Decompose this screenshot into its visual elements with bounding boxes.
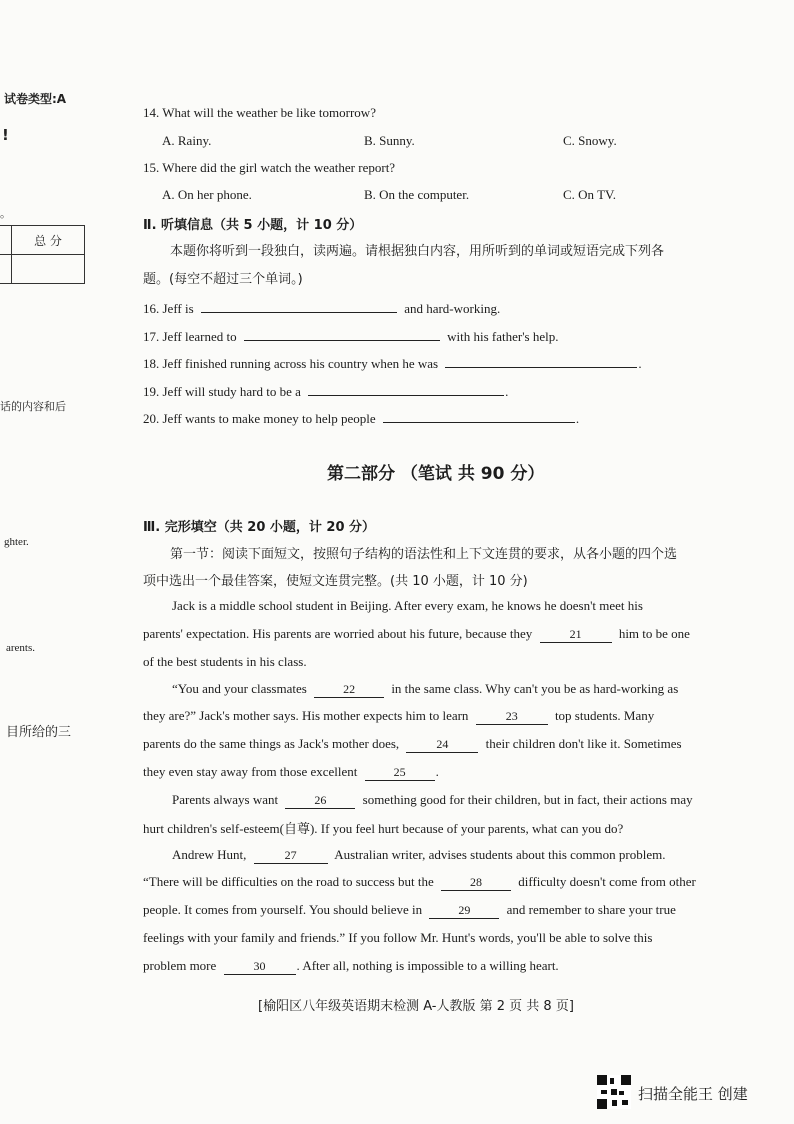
cloze-blank-29[interactable]: 29 [429, 903, 499, 919]
cloze-instruction: 第一节：阅读下面短文，按照句子结构的语法性和上下文连贯的要求，从各小题的四个选 [170, 547, 678, 562]
q19-text-end: . [505, 384, 509, 399]
scanner-watermark: 扫描全能王 创建 [638, 1085, 748, 1103]
question-16 [143, 297, 500, 317]
passage-text: Australian writer, advises students about this common problem. [334, 847, 666, 862]
cloze-blank-27[interactable]: 27 [254, 848, 328, 864]
passage-line [172, 792, 693, 809]
margin-fragment: arents. [6, 642, 36, 654]
cloze-blank-23[interactable]: 23 [476, 709, 548, 725]
q18-text-end: . [638, 356, 642, 371]
passage-text: in the same class. Why can't you be as hard-working as [391, 681, 679, 696]
passage-line: Jack is a middle school student in Beijing. After every exam, he knows he doesn't meet his [172, 598, 643, 613]
q14-option-c: C. Snowy. [563, 133, 617, 148]
q19-text: 19. Jeff will study hard to be a [143, 384, 301, 399]
passage-text: and remember to share your true [506, 902, 676, 917]
passage-line [172, 847, 665, 864]
listening-info-instruction: 本题你将听到一段独白，读两遍。请根据独白内容，用所听到的单词或短语完成下列各 [170, 244, 665, 259]
passage-line [143, 902, 676, 919]
q18-text: 18. Jeff finished running across his country when he was [143, 356, 439, 371]
passage-text: parents do the same things as Jack's mother does, [143, 736, 400, 751]
margin-fragment: ghter. [4, 536, 29, 548]
passage-line: feelings with your family and friends.” If you follow Mr. Hunt's words, you'll be able to solve this [143, 930, 653, 945]
passage-line [143, 764, 439, 781]
cloze-blank-26[interactable]: 26 [285, 793, 355, 809]
listening-info-heading: Ⅱ. 听填信息（共 5 小题，计 10 分） [143, 218, 363, 233]
q15-option-b: B. On the computer. [364, 187, 470, 202]
page-footer: [榆阳区八年级英语期末检测 A-人教版 第 2 页 共 8 页] [258, 999, 574, 1014]
passage-text: Parents always want [172, 792, 279, 807]
qr-code-icon [597, 1075, 631, 1109]
cloze-blank-24[interactable]: 24 [406, 737, 478, 753]
question-20 [143, 407, 579, 427]
q16-answer-blank[interactable] [201, 297, 397, 313]
score-header: 总 分 [12, 226, 85, 255]
passage-line [143, 626, 690, 643]
passage-text: top students. Many [554, 708, 655, 723]
part-2-title: 第二部分 （笔试 共 90 分） [327, 464, 545, 484]
passage-text: something good for their children, but in fact, their actions may [362, 792, 693, 807]
question-15-stem: 15. Where did the girl watch the weather report? [143, 160, 396, 175]
passage-line [143, 708, 654, 725]
passage-line [172, 681, 678, 698]
margin-fragment: ! [2, 126, 9, 144]
cloze-heading: Ⅲ. 完形填空（共 20 小题，计 20 分） [143, 520, 376, 535]
cloze-blank-22[interactable]: 22 [314, 682, 384, 698]
passage-line [143, 874, 696, 891]
q17-answer-blank[interactable] [244, 325, 440, 341]
q15-option-c: C. On TV. [563, 187, 616, 202]
q16-text: 16. Jeff is [143, 301, 194, 316]
passage-text: parents' expectation. His parents are worried about his future, because they [143, 626, 533, 641]
question-19 [143, 380, 508, 400]
passage-text: Andrew Hunt, [172, 847, 247, 862]
cloze-blank-28[interactable]: 28 [441, 875, 511, 891]
q17-text: 17. Jeff learned to [143, 329, 237, 344]
passage-text: their children don't like it. Sometimes [485, 736, 682, 751]
listening-info-instruction: 题。(每空不超过三个单词。) [143, 272, 303, 287]
passage-line [143, 958, 559, 975]
passage-text: people. It comes from yourself. You should believe in [143, 902, 423, 917]
q14-option-b: B. Sunny. [364, 133, 415, 148]
cloze-blank-21[interactable]: 21 [540, 627, 612, 643]
cloze-instruction: 项中选出一个最佳答案，使短文连贯完整。(共 10 小题，计 10 分) [143, 574, 528, 589]
q20-answer-blank[interactable] [383, 407, 575, 423]
passage-line: hurt children's self-esteem(自尊). If you feel hurt because of your parents, what can you do? [143, 821, 624, 836]
passage-line [143, 736, 682, 753]
passage-text: “There will be difficulties on the road to success but the [143, 874, 434, 889]
passage-text: him to be one [618, 626, 690, 641]
score-table [0, 225, 85, 284]
question-17 [143, 325, 559, 345]
passage-text: they are?” Jack's mother says. His mother expects him to learn [143, 708, 469, 723]
exam-type-label: 试卷类型:A [4, 92, 67, 106]
passage-text: difficulty doesn't come from other [518, 874, 696, 889]
margin-fragment: 话的内容和后 [0, 400, 66, 413]
passage-text: problem more [143, 958, 217, 973]
cloze-blank-25[interactable]: 25 [365, 765, 435, 781]
q20-text-end: . [575, 411, 580, 426]
passage-text: they even stay away from those excellent [143, 764, 358, 779]
passage-text: “You and your classmates [172, 681, 307, 696]
passage-line: of the best students in his class. [143, 654, 307, 669]
margin-fragment: 目所给的三 [6, 725, 72, 740]
q15-option-a: A. On her phone. [162, 187, 252, 202]
margin-fragment: 。 [0, 207, 11, 220]
q16-text-end: and hard-working. [404, 301, 501, 316]
q20-text: 20. Jeff wants to make money to help people [143, 411, 376, 426]
q19-answer-blank[interactable] [308, 380, 504, 396]
q18-answer-blank[interactable] [445, 352, 637, 368]
q14-option-a: A. Rainy. [162, 133, 212, 148]
passage-text: . After all, nothing is impossible to a willing heart. [296, 958, 559, 973]
question-18 [143, 352, 642, 372]
q17-text-end: with his father's help. [447, 329, 559, 344]
passage-text: . [435, 764, 439, 779]
cloze-blank-30[interactable]: 30 [224, 959, 296, 975]
question-14-stem: 14. What will the weather be like tomorrow? [143, 105, 376, 120]
